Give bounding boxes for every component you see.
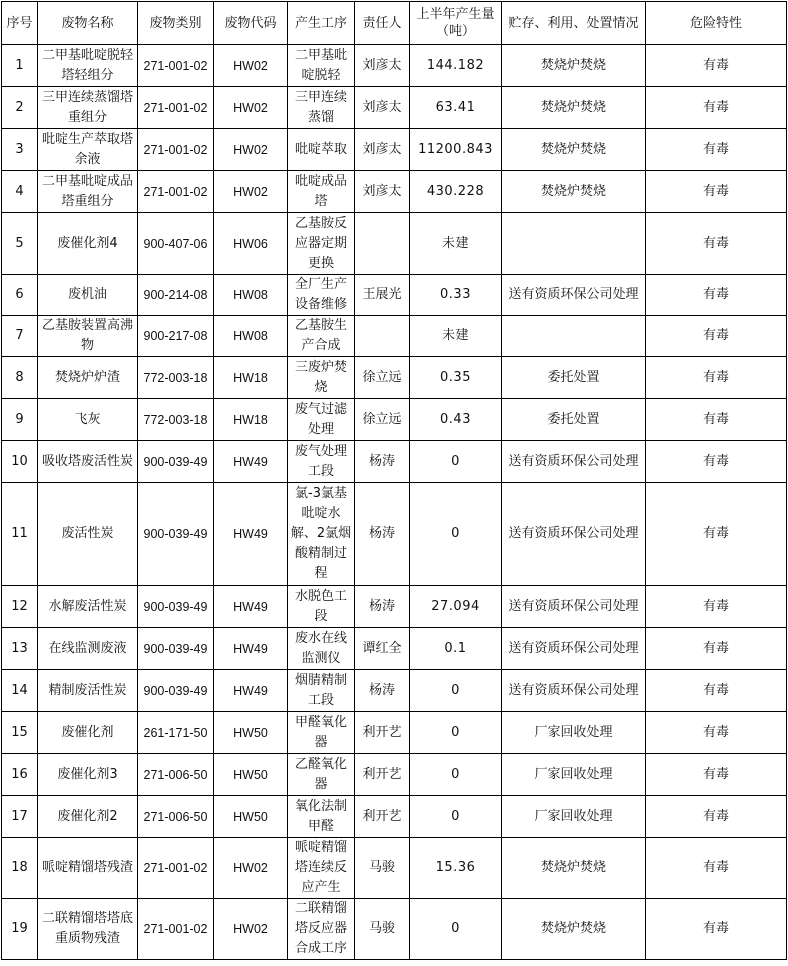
header-hazard: 危险特性: [646, 2, 787, 45]
process-step-cell: 氧化法制甲醛: [288, 796, 355, 838]
process-step-cell: 烟腈精制工段: [288, 670, 355, 712]
disposal-method-cell: 焚烧炉焚烧: [502, 899, 646, 960]
table-row: [2, 399, 787, 441]
waste-code-cell: HW50: [214, 796, 288, 838]
process-step-cell: 乙基胺反应器定期更换: [288, 213, 355, 275]
responsible-person-cell: 利开艺: [355, 754, 410, 796]
disposal-method-cell: 焚烧炉焚烧: [502, 838, 646, 899]
table-row: [2, 796, 787, 838]
waste-category-cell: 900-407-06: [138, 213, 214, 275]
header-responsible: 责任人: [355, 2, 410, 45]
row-number-cell: 5: [2, 213, 38, 275]
disposal-method-cell: 焚烧炉焚烧: [502, 45, 646, 87]
table-row: [2, 45, 787, 87]
header-code: 废物代码: [214, 2, 288, 45]
table-row: [2, 129, 787, 171]
waste-name-cell: 在线监测废液: [38, 628, 138, 670]
waste-category-cell: 900-039-49: [138, 483, 214, 586]
hazard-property-cell: 有毒: [646, 838, 787, 899]
waste-name-cell: 焚烧炉炉渣: [38, 357, 138, 399]
production-quantity-cell: 0: [410, 441, 502, 483]
production-quantity-cell: 0.43: [410, 399, 502, 441]
hazard-property-cell: 有毒: [646, 275, 787, 316]
waste-name-cell: 废活性炭: [38, 483, 138, 586]
waste-name-cell: 飞灰: [38, 399, 138, 441]
process-step-cell: 三废炉焚烧: [288, 357, 355, 399]
process-step-cell: 乙醛氧化器: [288, 754, 355, 796]
responsible-person-cell: 马骏: [355, 838, 410, 899]
waste-category-cell: 271-006-50: [138, 796, 214, 838]
disposal-method-cell: 焚烧炉焚烧: [502, 87, 646, 129]
hazard-property-cell: 有毒: [646, 754, 787, 796]
disposal-method-cell: 送有资质环保公司处理: [502, 670, 646, 712]
hazard-property-cell: 有毒: [646, 670, 787, 712]
row-number-cell: 2: [2, 87, 38, 129]
responsible-person-cell: 杨涛: [355, 586, 410, 628]
process-step-cell: 三甲连续蒸馏: [288, 87, 355, 129]
row-number-cell: 19: [2, 899, 38, 960]
waste-code-cell: HW49: [214, 441, 288, 483]
disposal-method-cell: 厂家回收处理: [502, 712, 646, 754]
production-quantity-cell: 27.094: [410, 586, 502, 628]
waste-category-cell: 261-171-50: [138, 712, 214, 754]
table-row: [2, 483, 787, 586]
responsible-person-cell: [355, 316, 410, 357]
waste-name-cell: 二联精馏塔塔底重质物残渣: [38, 899, 138, 960]
production-quantity-cell: 63.41: [410, 87, 502, 129]
waste-category-cell: 900-214-08: [138, 275, 214, 316]
responsible-person-cell: 王展光: [355, 275, 410, 316]
waste-name-cell: 废催化剂2: [38, 796, 138, 838]
waste-code-cell: HW08: [214, 275, 288, 316]
responsible-person-cell: 杨涛: [355, 483, 410, 586]
row-number-cell: 17: [2, 796, 38, 838]
process-step-cell: 吡啶萃取: [288, 129, 355, 171]
process-step-cell: 废气过滤处理: [288, 399, 355, 441]
row-number-cell: 3: [2, 129, 38, 171]
responsible-person-cell: 刘彦太: [355, 171, 410, 213]
waste-name-cell: 三甲连续蒸馏塔重组分: [38, 87, 138, 129]
production-quantity-cell: 未建: [410, 213, 502, 275]
waste-category-cell: 271-001-02: [138, 129, 214, 171]
waste-name-cell: 吸收塔废活性炭: [38, 441, 138, 483]
waste-name-cell: 水解废活性炭: [38, 586, 138, 628]
row-number-cell: 6: [2, 275, 38, 316]
row-number-cell: 1: [2, 45, 38, 87]
table-row: [2, 754, 787, 796]
production-quantity-cell: 0.35: [410, 357, 502, 399]
responsible-person-cell: 谭红全: [355, 628, 410, 670]
table-row: [2, 87, 787, 129]
table-row: [2, 670, 787, 712]
process-step-cell: 二联精馏塔反应器合成工序: [288, 899, 355, 960]
row-number-cell: 14: [2, 670, 38, 712]
waste-code-cell: HW08: [214, 316, 288, 357]
header-process: 产生工序: [288, 2, 355, 45]
waste-category-cell: 900-039-49: [138, 586, 214, 628]
responsible-person-cell: 刘彦太: [355, 45, 410, 87]
waste-code-cell: HW18: [214, 399, 288, 441]
waste-category-cell: 271-001-02: [138, 838, 214, 899]
waste-category-cell: 900-217-08: [138, 316, 214, 357]
responsible-person-cell: 利开艺: [355, 712, 410, 754]
row-number-cell: 9: [2, 399, 38, 441]
waste-code-cell: HW02: [214, 838, 288, 899]
waste-code-cell: HW49: [214, 483, 288, 586]
waste-name-cell: 废催化剂: [38, 712, 138, 754]
row-number-cell: 18: [2, 838, 38, 899]
waste-category-cell: 271-001-02: [138, 171, 214, 213]
table-row: [2, 712, 787, 754]
disposal-method-cell: 委托处置: [502, 399, 646, 441]
header-name: 废物名称: [38, 2, 138, 45]
disposal-method-cell: [502, 213, 646, 275]
row-number-cell: 10: [2, 441, 38, 483]
table-row: [2, 838, 787, 899]
production-quantity-cell: 未建: [410, 316, 502, 357]
production-quantity-cell: 0: [410, 670, 502, 712]
hazard-property-cell: 有毒: [646, 357, 787, 399]
waste-code-cell: HW02: [214, 129, 288, 171]
waste-name-cell: 哌啶精馏塔残渣: [38, 838, 138, 899]
waste-code-cell: HW50: [214, 712, 288, 754]
hazard-property-cell: 有毒: [646, 483, 787, 586]
responsible-person-cell: 刘彦太: [355, 129, 410, 171]
disposal-method-cell: 送有资质环保公司处理: [502, 441, 646, 483]
waste-category-cell: 900-039-49: [138, 628, 214, 670]
production-quantity-cell: 144.182: [410, 45, 502, 87]
production-quantity-cell: 0: [410, 483, 502, 586]
production-quantity-cell: 0: [410, 712, 502, 754]
production-quantity-cell: 430.228: [410, 171, 502, 213]
disposal-method-cell: 送有资质环保公司处理: [502, 275, 646, 316]
process-step-cell: 水脱色工段: [288, 586, 355, 628]
waste-name-cell: 二甲基吡啶脱轻塔轻组分: [38, 45, 138, 87]
waste-name-cell: 乙基胺装置高沸物: [38, 316, 138, 357]
production-quantity-cell: 0: [410, 754, 502, 796]
hazard-property-cell: 有毒: [646, 171, 787, 213]
disposal-method-cell: 送有资质环保公司处理: [502, 483, 646, 586]
row-number-cell: 12: [2, 586, 38, 628]
table-row: [2, 275, 787, 316]
disposal-method-cell: [502, 316, 646, 357]
process-step-cell: 二甲基吡啶脱轻: [288, 45, 355, 87]
row-number-cell: 7: [2, 316, 38, 357]
process-step-cell: 乙基胺生产合成: [288, 316, 355, 357]
disposal-method-cell: 厂家回收处理: [502, 754, 646, 796]
waste-code-cell: HW49: [214, 670, 288, 712]
row-number-cell: 13: [2, 628, 38, 670]
table-header-row: [2, 2, 787, 45]
hazard-property-cell: 有毒: [646, 399, 787, 441]
hazard-property-cell: 有毒: [646, 628, 787, 670]
responsible-person-cell: 徐立远: [355, 357, 410, 399]
process-step-cell: 废水在线监测仪: [288, 628, 355, 670]
responsible-person-cell: 杨涛: [355, 670, 410, 712]
table-row: [2, 357, 787, 399]
process-step-cell: 全厂生产设备维修: [288, 275, 355, 316]
waste-name-cell: 二甲基吡啶成品塔重组分: [38, 171, 138, 213]
hazard-property-cell: 有毒: [646, 87, 787, 129]
hazard-property-cell: 有毒: [646, 796, 787, 838]
production-quantity-cell: 0: [410, 899, 502, 960]
waste-category-cell: 900-039-49: [138, 670, 214, 712]
header-category: 废物类别: [138, 2, 214, 45]
responsible-person-cell: [355, 213, 410, 275]
process-step-cell: 哌啶精馏塔连续反应产生: [288, 838, 355, 899]
waste-name-cell: 吡啶生产萃取塔余液: [38, 129, 138, 171]
hazardous-waste-table: [1, 1, 787, 960]
process-step-cell: 吡啶成品塔: [288, 171, 355, 213]
header-disposal: 贮存、利用、处置情况: [502, 2, 646, 45]
row-number-cell: 15: [2, 712, 38, 754]
waste-code-cell: HW02: [214, 899, 288, 960]
waste-category-cell: 271-001-02: [138, 899, 214, 960]
waste-name-cell: 废催化剂4: [38, 213, 138, 275]
table-row: [2, 441, 787, 483]
disposal-method-cell: 送有资质环保公司处理: [502, 628, 646, 670]
row-number-cell: 16: [2, 754, 38, 796]
disposal-method-cell: 送有资质环保公司处理: [502, 586, 646, 628]
waste-category-cell: 271-001-02: [138, 45, 214, 87]
hazard-property-cell: 有毒: [646, 586, 787, 628]
production-quantity-cell: 11200.843: [410, 129, 502, 171]
header-no: 序号: [2, 2, 38, 45]
row-number-cell: 4: [2, 171, 38, 213]
disposal-method-cell: 焚烧炉焚烧: [502, 171, 646, 213]
waste-category-cell: 271-001-02: [138, 87, 214, 129]
production-quantity-cell: 0.33: [410, 275, 502, 316]
responsible-person-cell: 利开艺: [355, 796, 410, 838]
waste-category-cell: 772-003-18: [138, 399, 214, 441]
waste-category-cell: 271-006-50: [138, 754, 214, 796]
waste-code-cell: HW02: [214, 45, 288, 87]
hazard-property-cell: 有毒: [646, 316, 787, 357]
waste-name-cell: 废机油: [38, 275, 138, 316]
table-row: [2, 899, 787, 960]
table-row: [2, 213, 787, 275]
waste-code-cell: HW06: [214, 213, 288, 275]
hazard-property-cell: 有毒: [646, 899, 787, 960]
table-row: [2, 316, 787, 357]
waste-category-cell: 772-003-18: [138, 357, 214, 399]
process-step-cell: 甲醛氧化器: [288, 712, 355, 754]
waste-category-cell: 900-039-49: [138, 441, 214, 483]
table-row: [2, 586, 787, 628]
hazard-property-cell: 有毒: [646, 213, 787, 275]
disposal-method-cell: 焚烧炉焚烧: [502, 129, 646, 171]
responsible-person-cell: 马骏: [355, 899, 410, 960]
row-number-cell: 11: [2, 483, 38, 586]
hazard-property-cell: 有毒: [646, 712, 787, 754]
waste-code-cell: HW02: [214, 87, 288, 129]
responsible-person-cell: 杨涛: [355, 441, 410, 483]
row-number-cell: 8: [2, 357, 38, 399]
responsible-person-cell: 刘彦太: [355, 87, 410, 129]
production-quantity-cell: 0.1: [410, 628, 502, 670]
hazard-property-cell: 有毒: [646, 45, 787, 87]
waste-code-cell: HW49: [214, 586, 288, 628]
hazard-property-cell: 有毒: [646, 441, 787, 483]
header-quantity: 上半年产生量（吨）: [410, 2, 502, 45]
process-step-cell: 废气处理工段: [288, 441, 355, 483]
waste-code-cell: HW02: [214, 171, 288, 213]
waste-code-cell: HW49: [214, 628, 288, 670]
table-row: [2, 628, 787, 670]
waste-code-cell: HW50: [214, 754, 288, 796]
production-quantity-cell: 0: [410, 796, 502, 838]
waste-code-cell: HW18: [214, 357, 288, 399]
waste-name-cell: 废催化剂3: [38, 754, 138, 796]
waste-name-cell: 精制废活性炭: [38, 670, 138, 712]
production-quantity-cell: 15.36: [410, 838, 502, 899]
disposal-method-cell: 委托处置: [502, 357, 646, 399]
responsible-person-cell: 徐立远: [355, 399, 410, 441]
hazard-property-cell: 有毒: [646, 129, 787, 171]
disposal-method-cell: 厂家回收处理: [502, 796, 646, 838]
process-step-cell: 氯-3氯基吡啶水解、2氯烟酸精制过程: [288, 483, 355, 586]
table-row: [2, 171, 787, 213]
